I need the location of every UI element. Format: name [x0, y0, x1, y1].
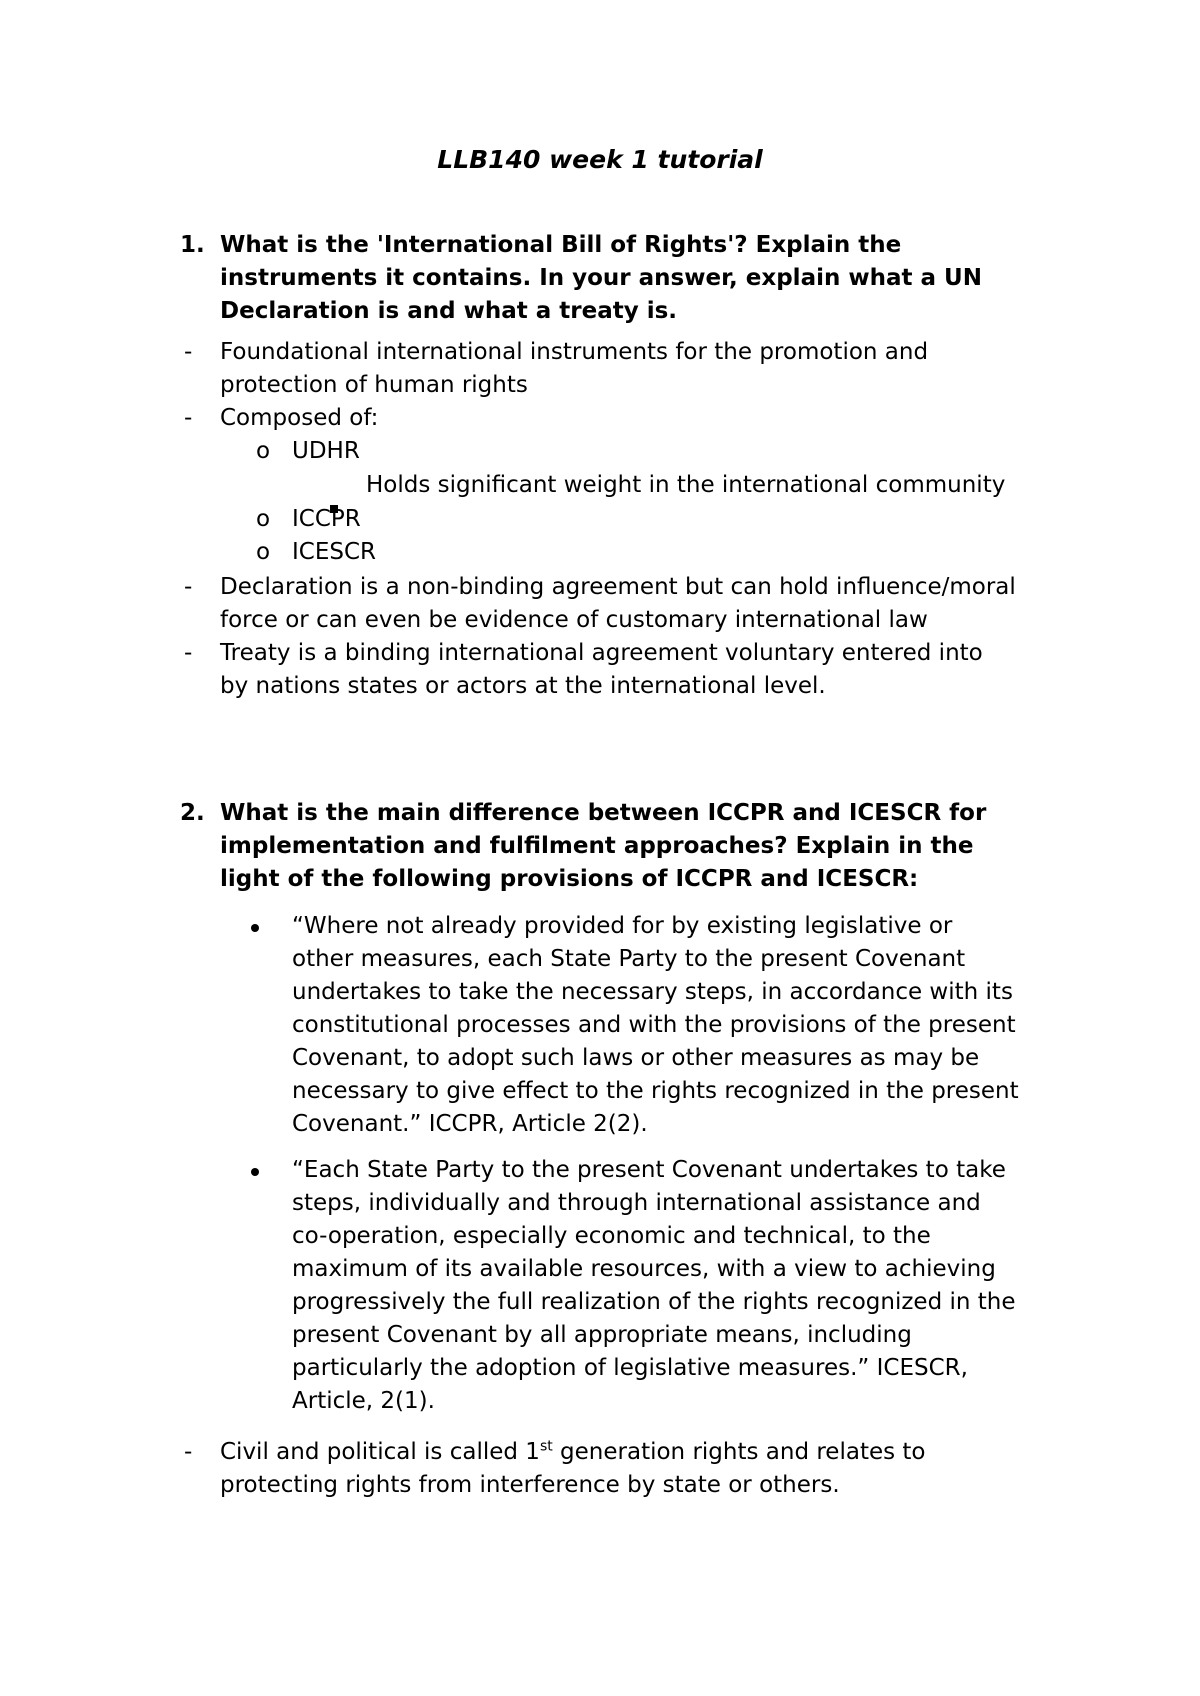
circle-bullet: o — [256, 438, 271, 464]
document-title: LLB140 week 1 tutorial — [437, 145, 763, 174]
dash-bullet: - — [184, 405, 193, 431]
question-line: implementation and fulfilment approaches? Explain in the — [220, 833, 974, 859]
question-line: light of the following provisions of ICCPR and ICESCR: — [220, 866, 919, 892]
question-line: What is the 'International Bill of Rights'? Explain the — [220, 232, 902, 258]
quote-line: Covenant, to adopt such laws or other measures as may be — [292, 1045, 980, 1071]
circle-bullet: o — [256, 539, 271, 565]
answer-line: Treaty is a binding international agreement voluntary entered into — [220, 640, 983, 666]
quote-line: undertakes to take the necessary steps, in accordance with its — [292, 979, 1013, 1005]
quote-line: other measures, each State Party to the present Covenant — [292, 946, 966, 972]
answer-line: by nations states or actors at the international level. — [220, 673, 826, 699]
answer-text: Civil and political is called 1 — [220, 1439, 540, 1465]
quote-line: co-operation, especially economic and technical, to the — [292, 1223, 931, 1249]
question-number: 1. — [180, 232, 205, 258]
answer-line — [220, 1436, 926, 1469]
sub-item: ICCPR — [292, 506, 361, 532]
answer-line: Composed of: — [220, 405, 379, 431]
sub-sub-item: Holds significant weight in the international community — [366, 472, 1006, 498]
answer-line: Declaration is a non-binding agreement but can hold influence/moral — [220, 574, 1016, 600]
answer-text: generation rights and relates to — [552, 1439, 926, 1465]
sub-item: ICESCR — [292, 539, 377, 565]
quote-line: progressively the full realization of the rights recognized in the — [292, 1289, 1016, 1315]
question-number: 2. — [180, 800, 205, 826]
question-line: instruments it contains. In your answer, explain what a UN — [220, 265, 982, 291]
circle-bullet: o — [256, 506, 271, 532]
round-bullet-icon — [251, 1168, 259, 1176]
quote-line: Covenant.” ICCPR, Article 2(2). — [292, 1111, 648, 1137]
question-line: Declaration is and what a treaty is. — [220, 298, 678, 324]
quote-line: steps, individually and through international assistance and — [292, 1190, 981, 1216]
quote-line: constitutional processes and with the provisions of the present — [292, 1012, 1016, 1038]
answer-line: Foundational international instruments for the promotion and — [220, 339, 929, 365]
quote-line: present Covenant by all appropriate means, including — [292, 1322, 912, 1348]
quote-line: “Each State Party to the present Covenant undertakes to take — [292, 1157, 1006, 1183]
quote-line: necessary to give effect to the rights recognized in the present — [292, 1078, 1019, 1104]
answer-line: protection of human rights — [220, 372, 528, 398]
dash-bullet: - — [184, 339, 193, 365]
answer-line: force or can even be evidence of customary international law — [220, 607, 928, 633]
quote-line: Article, 2(1). — [292, 1388, 435, 1414]
sub-item: UDHR — [292, 438, 360, 464]
quote-line: particularly the adoption of legislative measures.” ICESCR, — [292, 1355, 968, 1381]
dash-bullet: - — [184, 640, 193, 666]
superscript: st — [539, 1438, 553, 1455]
question-1 — [180, 229, 1060, 328]
question-2 — [180, 797, 1060, 896]
dash-bullet: - — [184, 1439, 193, 1465]
quote-line: “Where not already provided for by existing legislative or — [292, 913, 953, 939]
answer-line: protecting rights from interference by state or others. — [220, 1472, 840, 1498]
question-line: What is the main difference between ICCPR and ICESCR for — [220, 800, 987, 826]
quote-line: maximum of its available resources, with a view to achieving — [292, 1256, 996, 1282]
round-bullet-icon — [251, 924, 259, 932]
dash-bullet: - — [184, 574, 193, 600]
